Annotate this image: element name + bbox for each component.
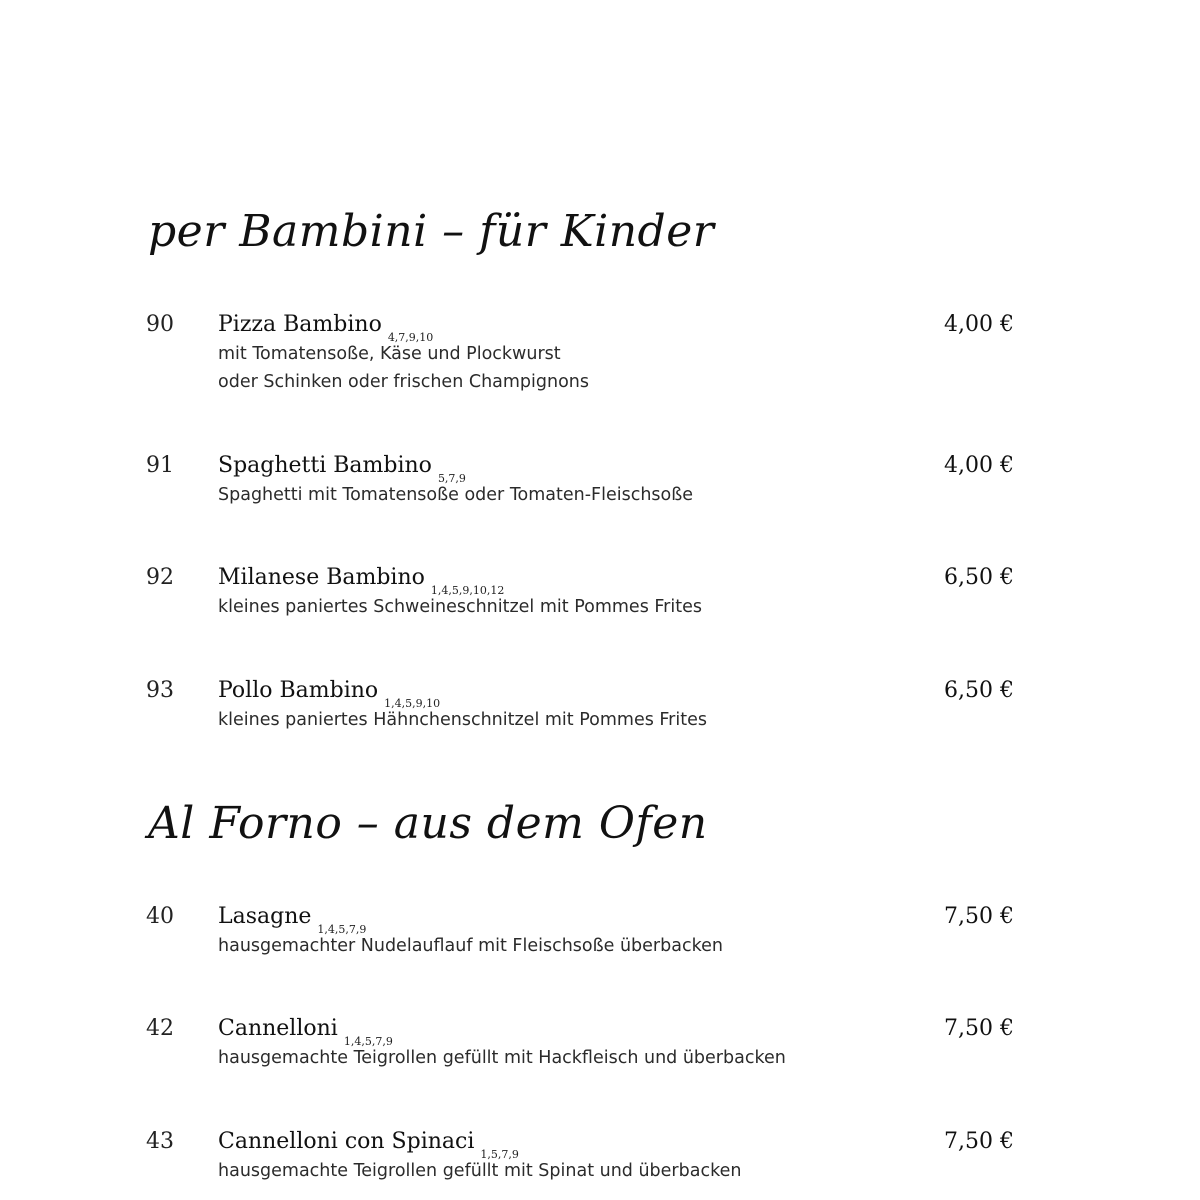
item-allergens: 1,4,5,9,10,12 <box>430 584 505 597</box>
item-name: Pollo Bambino <box>218 678 379 703</box>
item-allergens: 1,4,5,7,9 <box>317 923 367 936</box>
item-description: hausgemachter Nudelauflauf mit Fleischsoße überbacken <box>218 936 723 956</box>
item-name-line <box>218 565 505 597</box>
item-name: Cannelloni con Spinaci <box>218 1129 475 1154</box>
item-name: Cannelloni <box>218 1016 338 1041</box>
item-name-line <box>218 453 466 485</box>
menu-item-93 <box>0 678 1200 758</box>
item-allergens: 4,7,9,10 <box>387 331 434 344</box>
item-description: hausgemachte Teigrollen gefüllt mit Hackfleisch und überbacken <box>218 1048 786 1068</box>
menu-item-42 <box>0 1016 1200 1096</box>
item-number: 92 <box>146 565 174 590</box>
item-price: 7,50 € <box>944 1129 1014 1154</box>
item-price: 7,50 € <box>944 904 1014 929</box>
item-description: kleines paniertes Schweineschnitzel mit Pommes Frites <box>218 597 702 617</box>
item-number: 40 <box>146 904 174 929</box>
item-allergens: 1,4,5,7,9 <box>343 1035 393 1048</box>
item-name-line <box>218 1016 393 1048</box>
item-number: 91 <box>146 453 174 478</box>
item-description: mit Tomatensoße, Käse und Plockwurst <box>218 344 561 364</box>
item-description: Spaghetti mit Tomatensoße oder Tomaten-Fleischsoße <box>218 485 694 505</box>
item-number: 93 <box>146 678 174 703</box>
menu-item-91 <box>0 453 1200 533</box>
item-number: 90 <box>146 312 174 337</box>
item-name: Milanese Bambino <box>218 565 425 590</box>
item-name-line <box>218 678 441 710</box>
item-allergens: 1,4,5,9,10 <box>384 697 441 710</box>
section-title-bambini: per Bambini – für Kinder <box>148 206 715 257</box>
item-description-line-2: oder Schinken oder frischen Champignons <box>218 372 590 392</box>
item-price: 4,00 € <box>944 453 1014 478</box>
item-description: hausgemachte Teigrollen gefüllt mit Spinat und überbacken <box>218 1161 742 1181</box>
item-price: 6,50 € <box>944 565 1014 590</box>
item-number: 43 <box>146 1129 174 1154</box>
item-name-line <box>218 904 367 936</box>
item-name: Pizza Bambino <box>218 312 382 337</box>
item-price: 7,50 € <box>944 1016 1014 1041</box>
menu-item-90 <box>0 312 1200 392</box>
item-name-line <box>218 1129 519 1161</box>
item-name: Spaghetti Bambino <box>218 453 432 478</box>
item-allergens: 5,7,9 <box>437 472 466 485</box>
item-name-line <box>218 312 434 344</box>
item-price: 6,50 € <box>944 678 1014 703</box>
menu-item-40 <box>0 904 1200 984</box>
item-description: kleines paniertes Hähnchenschnitzel mit Pommes Frites <box>218 710 707 730</box>
menu-item-43 <box>0 1129 1200 1199</box>
menu-item-92 <box>0 565 1200 645</box>
item-allergens: 1,5,7,9 <box>480 1148 519 1161</box>
section-title-al-forno: Al Forno – aus dem Ofen <box>148 798 708 849</box>
item-price: 4,00 € <box>944 312 1014 337</box>
item-number: 42 <box>146 1016 174 1041</box>
item-name: Lasagne <box>218 904 312 929</box>
